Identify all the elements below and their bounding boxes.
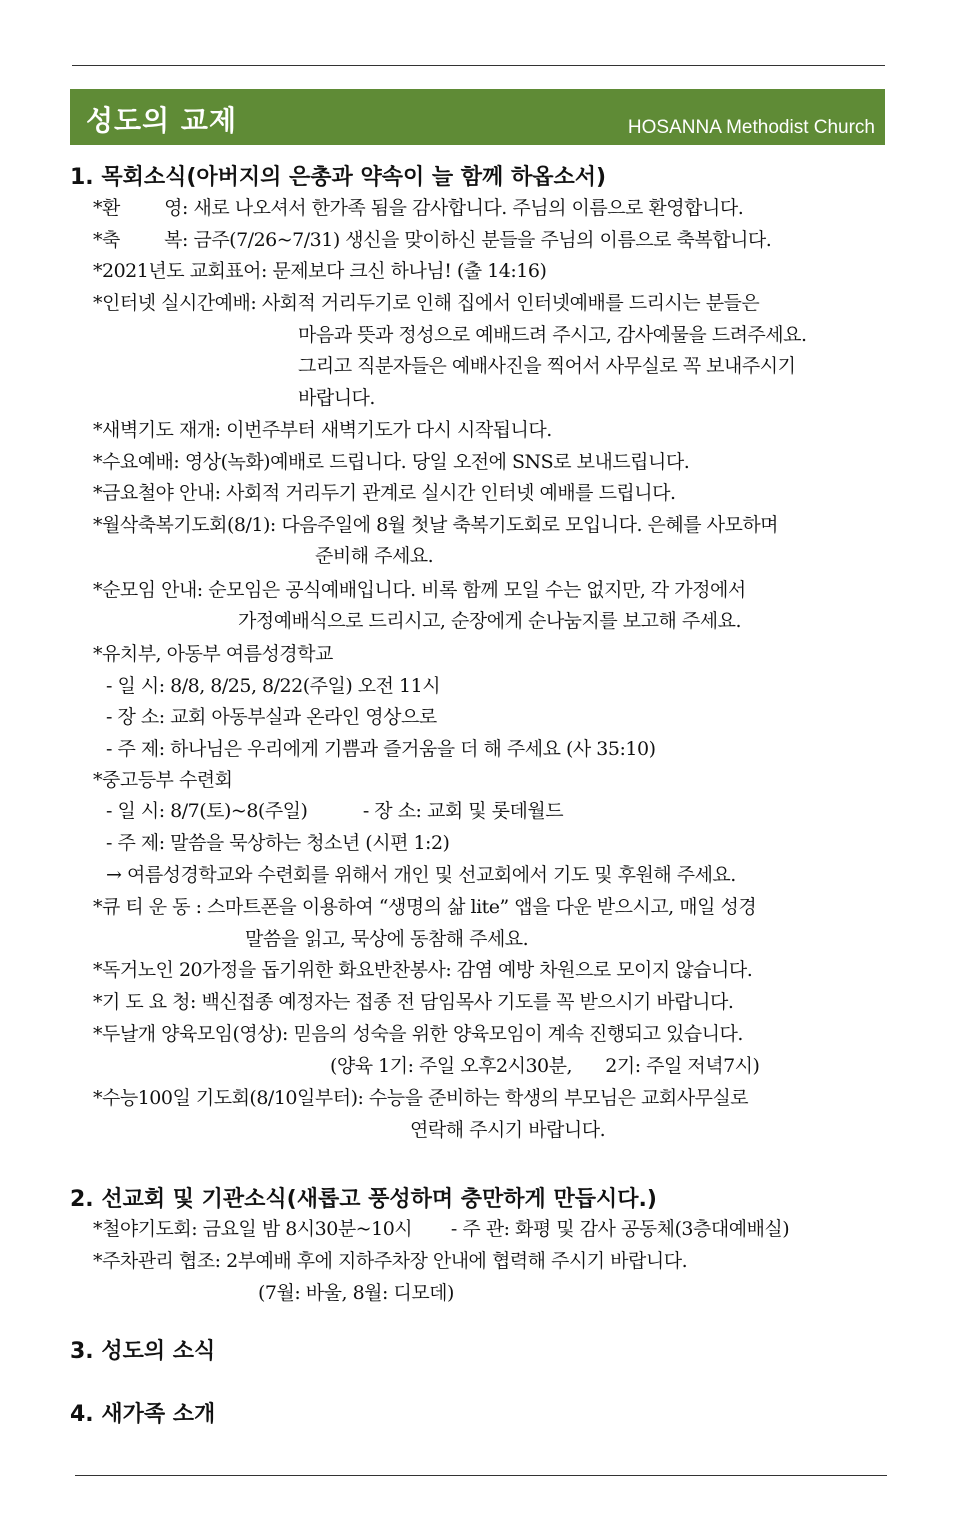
notice-line: *중고등부 수련회 [93,769,233,791]
notice-continuation: 연락해 주시기 바랍니다. [410,1119,606,1141]
section-heading-3: 3. 성도의 소식 [70,1339,216,1364]
notice-line: *큐 티 운 동 : 스마트폰을 이용하여 “생명의 삶 lite” 앱을 다운 받으시고, 매일 성경 [93,896,757,918]
notice-continuation: 마음과 뜻과 정성으로 예배드려 주시고, 감사예물을 드려주세요. [298,324,807,346]
notice-line: *독거노인 20가정을 돕기위한 화요반찬봉사: 감염 예방 차원으로 모이지 않습니다. [93,959,753,981]
notice-line: *인터넷 실시간예배: 사회적 거리두기로 인해 집에서 인터넷예배를 드리시는 분들은 [93,292,760,314]
bottom-divider [75,1475,887,1476]
notice-line: *2021년도 교회표어: 문제보다 크신 하나님! (출 14:16) [93,260,547,282]
notice-continuation: 가정예배식으로 드리시고, 순장에게 순나눔지를 보고해 주세요. [238,610,741,632]
notice-line: *금요철야 안내: 사회적 거리두기 관계로 실시간 인터넷 예배를 드립니다. [93,482,676,504]
notice-line: *두날개 양육모임(영상): 믿음의 성숙을 위한 양육모임이 계속 진행되고 있습니다. [93,1023,743,1045]
notice-subline: - 주 제: 말씀을 묵상하는 청소년 (시편 1:2) [106,832,450,854]
notice-line: *수능100일 기도회(8/10일부터): 수능을 준비하는 학생의 부모님은 교회사무실로 [93,1087,749,1109]
section-banner [70,89,885,145]
notice-continuation: 그리고 직분자들은 예배사진을 찍어서 사무실로 꼭 보내주시기 [298,355,796,377]
section-heading-2: 2. 선교회 및 기관소식(새롭고 풍성하며 충만하게 만듭시다.) [70,1187,657,1212]
notice-line: *기 도 요 청: 백신접종 예정자는 접종 전 담임목사 기도를 꼭 받으시기 바랍니다. [93,991,734,1013]
notice-continuation: (양육 1기: 주일 오후2시30분, 2기: 주일 저녁7시) [330,1055,760,1077]
section-heading-4: 4. 새가족 소개 [70,1402,216,1427]
notice-line: *환 영: 새로 나오셔서 한가족 됨을 감사합니다. 주님의 이름으로 환영합니다. [93,197,744,219]
notice-line: *새벽기도 재개: 이번주부터 새벽기도가 다시 시작됩니다. [93,419,552,441]
notice-subline: - 주 제: 하나님은 우리에게 기쁨과 즐거움을 더 해 주세요 (사 35:10) [106,738,656,760]
notice-subline: - 일 시: 8/7(토)~8(주일) - 장 소: 교회 및 롯데월드 [106,800,564,822]
notice-line: *순모임 안내: 순모임은 공식예배입니다. 비록 함께 모일 수는 없지만, 각 가정에서 [93,579,746,601]
notice-subline: - 장 소: 교회 아동부실과 온라인 영상으로 [106,706,437,728]
section-heading-1: 1. 목회소식(아버지의 은총과 약속이 늘 함께 하옵소서) [70,165,607,190]
notice-line: *수요예배: 영상(녹화)예배로 드립니다. 당일 오전에 SNS로 보내드립니다. [93,451,690,473]
page-title: 성도의 교제 [86,104,237,137]
notice-line: *철야기도회: 금요일 밤 8시30분~10시 - 주 관: 화평 및 감사 공동체(3층대예배실) [93,1218,790,1240]
notice-continuation: (7월: 바울, 8월: 디모데) [258,1282,454,1304]
notice-line: *유치부, 아동부 여름성경학교 [93,643,333,665]
notice-line: *축 복: 금주(7/26~7/31) 생신을 맞이하신 분들을 주님의 이름으로 축복합니다. [93,229,772,251]
notice-line: *주차관리 협조: 2부예배 후에 지하주차장 안내에 협력해 주시기 바랍니다. [93,1250,688,1272]
notice-continuation: 준비해 주세요. [315,545,434,567]
church-name: HOSANNA Methodist Church [627,117,875,138]
notice-continuation: 바랍니다. [298,387,375,409]
notice-line: *월삭축복기도회(8/1): 다음주일에 8월 첫날 축복기도회로 모입니다. 은혜를 사모하며 [93,514,779,536]
notice-subline: - 일 시: 8/8, 8/25, 8/22(주일) 오전 11시 [106,675,441,697]
top-divider [72,65,885,66]
notice-continuation: 말씀을 읽고, 묵상에 동참해 주세요. [245,928,529,950]
notice-subline: → 여름성경학교와 수련회를 위해서 개인 및 선교회에서 기도 및 후원해 주세요. [106,864,736,886]
